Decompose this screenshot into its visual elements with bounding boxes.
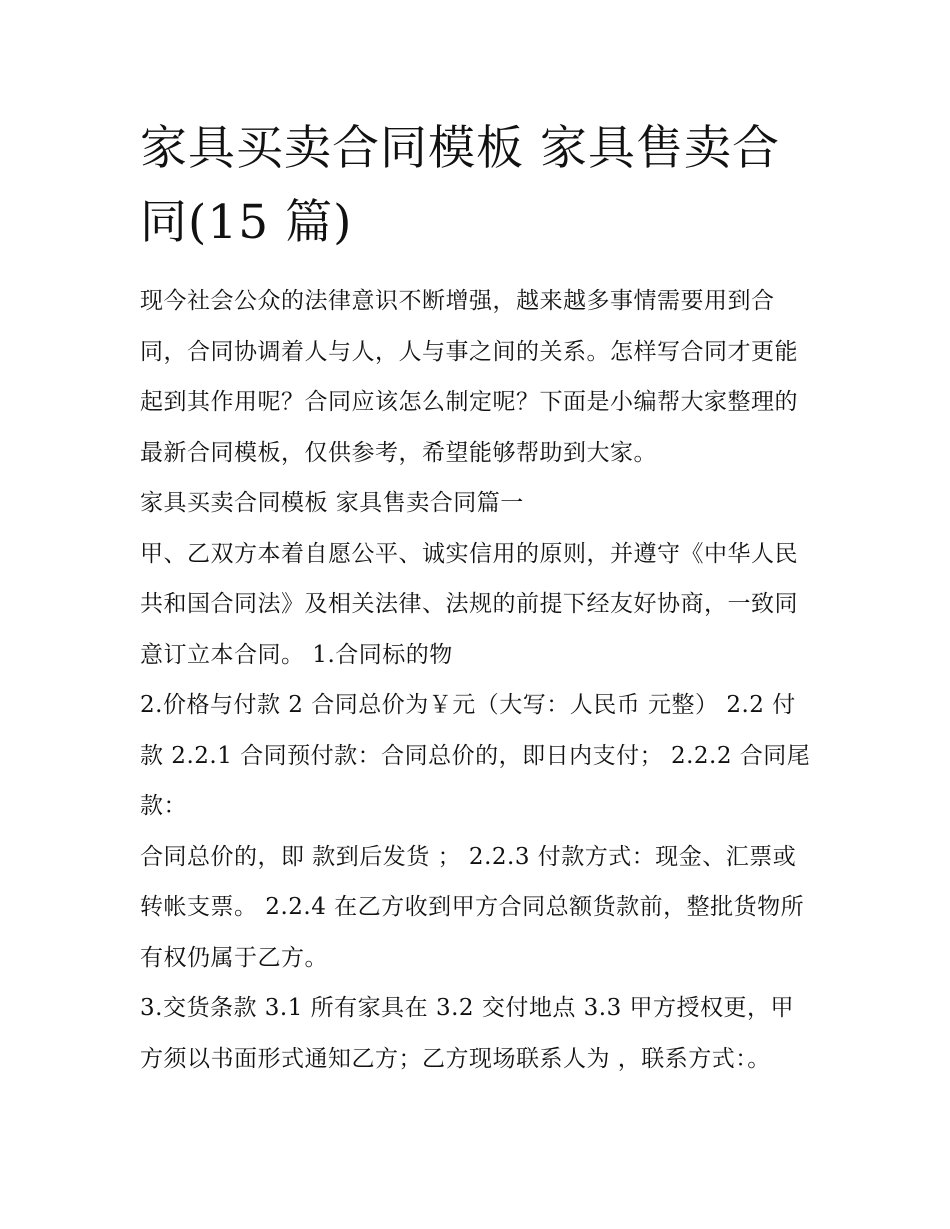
document-title: 家具买卖合同模板 家具售卖合同(15 篇) <box>140 121 780 250</box>
document-body <box>140 112 812 1084</box>
intro-paragraph: 现今社会公众的法律意识不断增强，越来越多事情需要用到合同，合同协调着人与人，人与事之间的关系。怎样写合同才更能起到其作用呢？合同应该怎么制定呢？下面是小编帮大家整理的最新合同模板，仅供参考，希望能够帮助到大家。 <box>140 288 798 466</box>
delivery-terms-paragraph: 3.交货条款 3.1 所有家具在 3.2 交付地点 3.3 甲方授权更，甲方须以书面形式通知乙方；乙方现场联系人为 ，联系方式：。 <box>140 995 795 1072</box>
section-heading: 家具买卖合同模板 家具售卖合同篇一 <box>140 490 524 516</box>
price-payment-paragraph: 2.价格与付款 2 合同总价为￥元（大写：人民币 元整） 2.2 付款 2.2.1 合同预付款：合同总价的，即日内支付； 2.2.2 合同尾款： <box>140 692 811 819</box>
preamble-paragraph: 甲、乙双方本着自愿公平、诚实信用的原则，并遵守《中华人民共和国合同法》及相关法律、法规的前提下经友好协商，一致同意订立本合同。 1.合同标的物 <box>140 540 798 668</box>
payment-terms-paragraph: 合同总价的，即 款到后发货 ； 2.2.3 付款方式：现金、汇票或转帐支票。 2.2.4 在乙方收到甲方合同总额货款前，整批货物所有权仍属于乙方。 <box>140 843 805 971</box>
